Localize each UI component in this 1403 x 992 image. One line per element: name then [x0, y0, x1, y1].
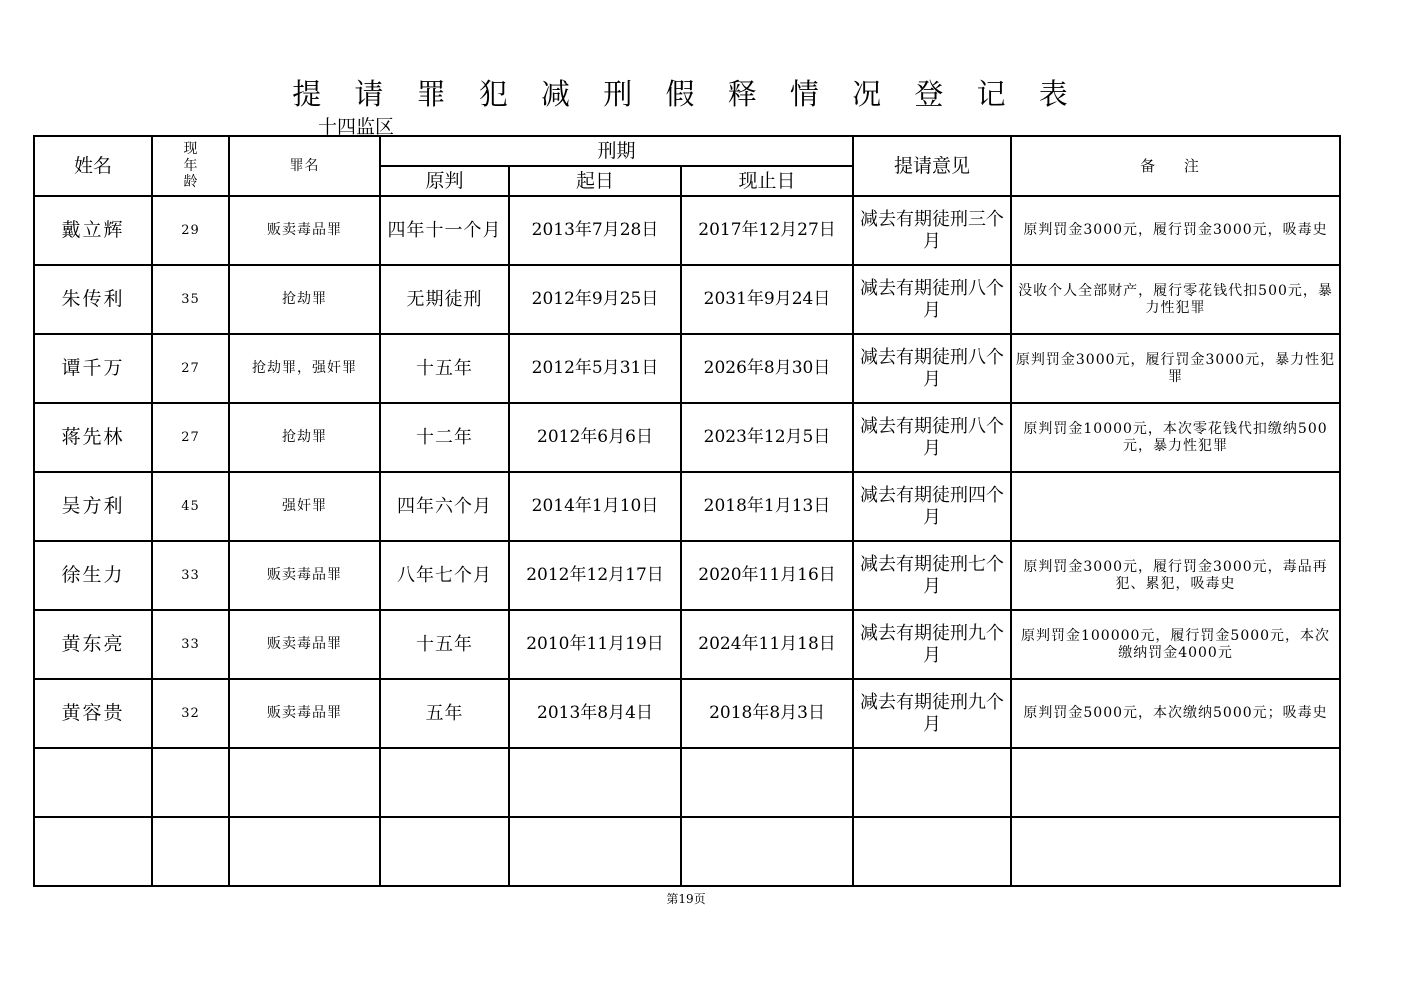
- cell-original-sentence: 十五年: [380, 610, 509, 679]
- cell-end-date: 2023年12月5日: [681, 403, 853, 472]
- table-row: [34, 541, 1340, 610]
- table-row: [34, 472, 1340, 541]
- cell-end-date: 2024年11月18日: [681, 610, 853, 679]
- header-opinion: 提请意见: [853, 136, 1011, 196]
- cell-age: 27: [152, 403, 229, 472]
- table-row: [34, 403, 1340, 472]
- cell-name: 吴方利: [34, 472, 152, 541]
- cell-remark: 原判罚金10000元，本次零花钱代扣缴纳500元，暴力性犯罪: [1011, 403, 1340, 472]
- cell-crime: 抢劫罪，强奸罪: [229, 334, 380, 403]
- cell-end-date: 2020年11月16日: [681, 541, 853, 610]
- cell-remark: 原判罚金3000元，履行罚金3000元，暴力性犯罪: [1011, 334, 1340, 403]
- cell-age: 32: [152, 679, 229, 748]
- cell-name: 黄容贵: [34, 679, 152, 748]
- cell-name: 戴立辉: [34, 196, 152, 265]
- page-number: 第19页: [666, 892, 706, 906]
- cell-name: [34, 817, 152, 886]
- cell-end-date: 2018年1月13日: [681, 472, 853, 541]
- header-term: 刑期: [380, 136, 853, 166]
- cell-opinion: 减去有期徒刑八个月: [853, 265, 1011, 334]
- cell-name: [34, 748, 152, 817]
- cell-age: [152, 748, 229, 817]
- header-end: 现止日: [681, 166, 853, 196]
- cell-opinion: 减去有期徒刑三个月: [853, 196, 1011, 265]
- cell-original-sentence: 四年十一个月: [380, 196, 509, 265]
- cell-opinion: [853, 817, 1011, 886]
- cell-name: 徐生力: [34, 541, 152, 610]
- header-row-1: [34, 136, 1340, 166]
- header-age: 现 年 龄: [152, 136, 229, 196]
- cell-opinion: 减去有期徒刑八个月: [853, 403, 1011, 472]
- cell-original-sentence: 八年七个月: [380, 541, 509, 610]
- cell-opinion: 减去有期徒刑八个月: [853, 334, 1011, 403]
- cell-age: 27: [152, 334, 229, 403]
- header-start: 起日: [509, 166, 681, 196]
- cell-original-sentence: 四年六个月: [380, 472, 509, 541]
- cell-original-sentence: 五年: [380, 679, 509, 748]
- cell-age: 35: [152, 265, 229, 334]
- table-row: [34, 610, 1340, 679]
- cell-original-sentence: 十二年: [380, 403, 509, 472]
- cell-crime: 强奸罪: [229, 472, 380, 541]
- header-remark: 备 注: [1011, 136, 1340, 196]
- cell-start-date: 2012年6月6日: [509, 403, 681, 472]
- cell-crime: [229, 817, 380, 886]
- cell-remark: 原判罚金5000元，本次缴纳5000元；吸毒史: [1011, 679, 1340, 748]
- cell-name: 朱传利: [34, 265, 152, 334]
- header-crime: 罪名: [229, 136, 380, 196]
- cell-start-date: 2012年12月17日: [509, 541, 681, 610]
- cell-age: 33: [152, 541, 229, 610]
- unit-label: 十四监区: [318, 116, 395, 138]
- cell-original-sentence: [380, 748, 509, 817]
- cell-crime: [229, 748, 380, 817]
- cell-remark: [1011, 817, 1340, 886]
- cell-crime: 贩卖毒品罪: [229, 196, 380, 265]
- cell-start-date: 2014年1月10日: [509, 472, 681, 541]
- cell-age: 29: [152, 196, 229, 265]
- cell-crime: 贩卖毒品罪: [229, 679, 380, 748]
- cell-opinion: [853, 748, 1011, 817]
- cell-opinion: 减去有期徒刑九个月: [853, 679, 1011, 748]
- cell-crime: 抢劫罪: [229, 265, 380, 334]
- cell-end-date: 2026年8月30日: [681, 334, 853, 403]
- cell-age: [152, 817, 229, 886]
- header-original: 原判: [380, 166, 509, 196]
- cell-start-date: 2012年5月31日: [509, 334, 681, 403]
- cell-end-date: 2017年12月27日: [681, 196, 853, 265]
- cell-end-date: 2031年9月24日: [681, 265, 853, 334]
- cell-start-date: 2010年11月19日: [509, 610, 681, 679]
- cell-end-date: [681, 817, 853, 886]
- table-row: [34, 748, 1340, 817]
- cell-remark: 没收个人全部财产，履行零花钱代扣500元，暴力性犯罪: [1011, 265, 1340, 334]
- table-row: [34, 265, 1340, 334]
- cell-remark: 原判罚金100000元，履行罚金5000元，本次缴纳罚金4000元: [1011, 610, 1340, 679]
- cell-start-date: [509, 748, 681, 817]
- page-title: 提 请 罪 犯 减 刑 假 释 情 况 登 记 表: [292, 77, 1080, 111]
- cell-original-sentence: 十五年: [380, 334, 509, 403]
- table-row: [34, 196, 1340, 265]
- cell-end-date: [681, 748, 853, 817]
- cell-crime: 抢劫罪: [229, 403, 380, 472]
- cell-opinion: 减去有期徒刑四个月: [853, 472, 1011, 541]
- cell-remark: [1011, 748, 1340, 817]
- cell-remark: 原判罚金3000元，履行罚金3000元，吸毒史: [1011, 196, 1340, 265]
- cell-name: 黄东亮: [34, 610, 152, 679]
- cell-opinion: 减去有期徒刑七个月: [853, 541, 1011, 610]
- cell-name: 谭千万: [34, 334, 152, 403]
- cell-original-sentence: 无期徒刑: [380, 265, 509, 334]
- cell-crime: 贩卖毒品罪: [229, 541, 380, 610]
- cell-name: 蒋先林: [34, 403, 152, 472]
- cell-remark: [1011, 472, 1340, 541]
- cell-remark: 原判罚金3000元，履行罚金3000元，毒品再犯、累犯，吸毒史: [1011, 541, 1340, 610]
- table-row: [34, 679, 1340, 748]
- register-table: [33, 135, 1341, 887]
- table-row: [34, 817, 1340, 886]
- cell-start-date: [509, 817, 681, 886]
- cell-age: 33: [152, 610, 229, 679]
- header-name: 姓名: [34, 136, 152, 196]
- cell-crime: 贩卖毒品罪: [229, 610, 380, 679]
- cell-start-date: 2013年7月28日: [509, 196, 681, 265]
- table-row: [34, 334, 1340, 403]
- cell-age: 45: [152, 472, 229, 541]
- cell-original-sentence: [380, 817, 509, 886]
- cell-opinion: 减去有期徒刑九个月: [853, 610, 1011, 679]
- cell-start-date: 2013年8月4日: [509, 679, 681, 748]
- cell-start-date: 2012年9月25日: [509, 265, 681, 334]
- cell-end-date: 2018年8月3日: [681, 679, 853, 748]
